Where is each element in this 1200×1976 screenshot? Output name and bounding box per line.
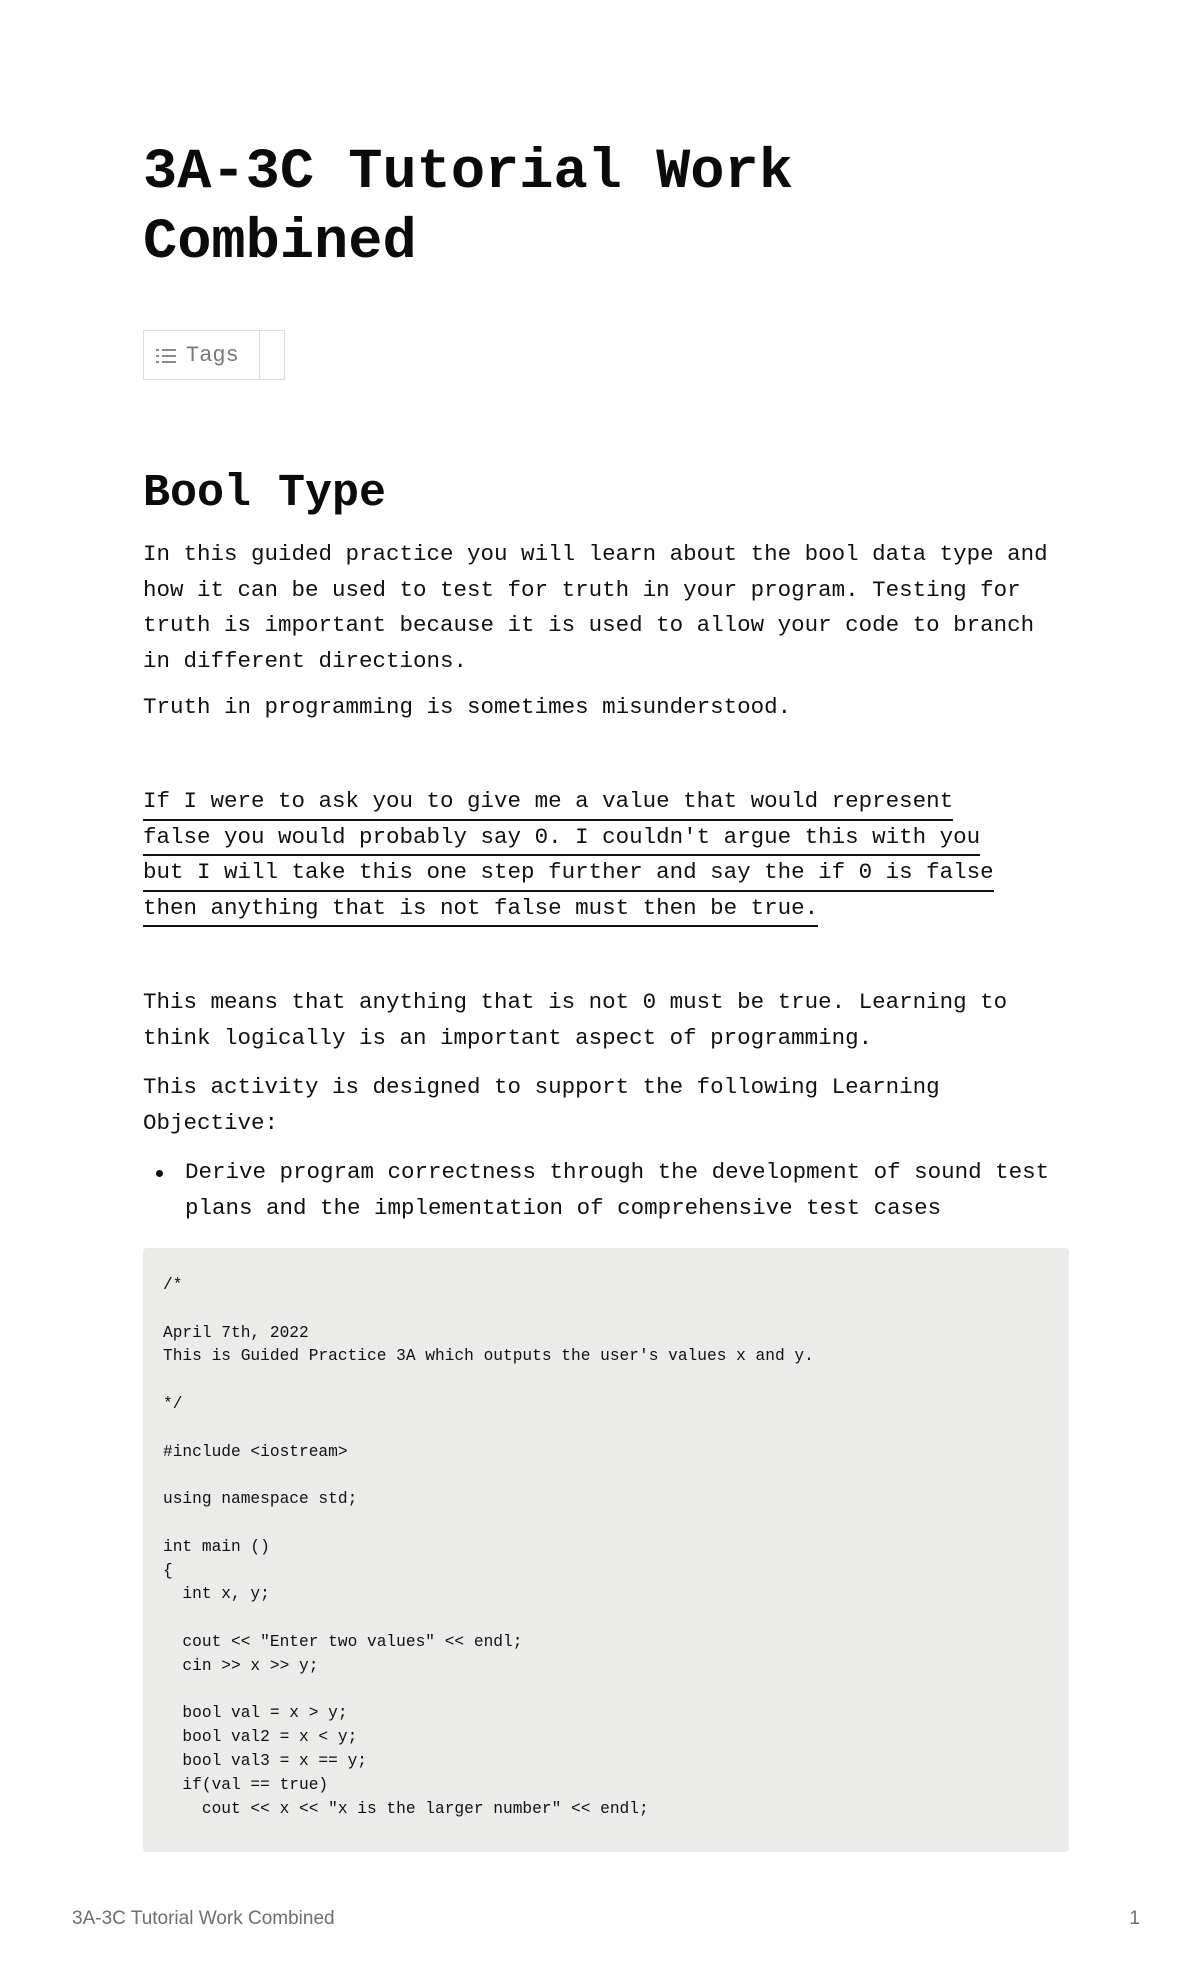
underlined-line: If I were to ask you to give me a value that would represent	[143, 785, 953, 821]
objectives-list	[143, 1155, 1063, 1226]
list-icon	[156, 346, 178, 364]
code-text: /* April 7th, 2022 This is Guided Practice 3A which outputs the user's values x and y. */ #include <iostream> using namespace std; int main () { int x, y; cout << "Enter two values" << endl; cin >> x >> y; bool val = x > y; bool val2 = x < y; bool val3 = x == y; if(val == true) cout << x << "x is the larger number" << endl;	[163, 1276, 814, 1818]
list-item-text: Derive program correctness through the development of sound test plans and the implementation of comprehensive test cases	[185, 1159, 1050, 1221]
underlined-paragraph	[143, 785, 1063, 927]
tags-label: Tags	[186, 342, 239, 368]
bullet-icon	[156, 1170, 163, 1177]
underlined-line: then anything that is not false must then be true.	[143, 892, 818, 928]
underlined-line: false you would probably say 0. I couldn't argue this with you	[143, 821, 980, 857]
section-heading: Bool Type	[143, 468, 387, 519]
logic-paragraph: This means that anything that is not 0 must be true. Learning to think logically is an important aspect of programming.	[143, 989, 1008, 1051]
tags-property[interactable]	[143, 330, 285, 380]
underlined-line: but I will take this one step further and say the if 0 is false	[143, 856, 994, 892]
list-item	[143, 1155, 1063, 1226]
footer-title: 3A-3C Tutorial Work Combined	[72, 1908, 335, 1929]
objective-paragraph: This activity is designed to support the following Learning Objective:	[143, 1074, 940, 1136]
intro-paragraph: In this guided practice you will learn about the bool data type and how it can be used to test for truth in your program. Testing for truth is important because it is used to allow your code to branch in different directions.	[143, 541, 1048, 674]
tags-divider	[259, 331, 260, 379]
page-number: 1	[1129, 1908, 1140, 1929]
page-title: 3A-3C Tutorial Work Combined	[143, 141, 793, 275]
truth-paragraph: Truth in programming is sometimes misunderstood.	[143, 694, 792, 720]
code-block[interactable]	[143, 1248, 1069, 1852]
